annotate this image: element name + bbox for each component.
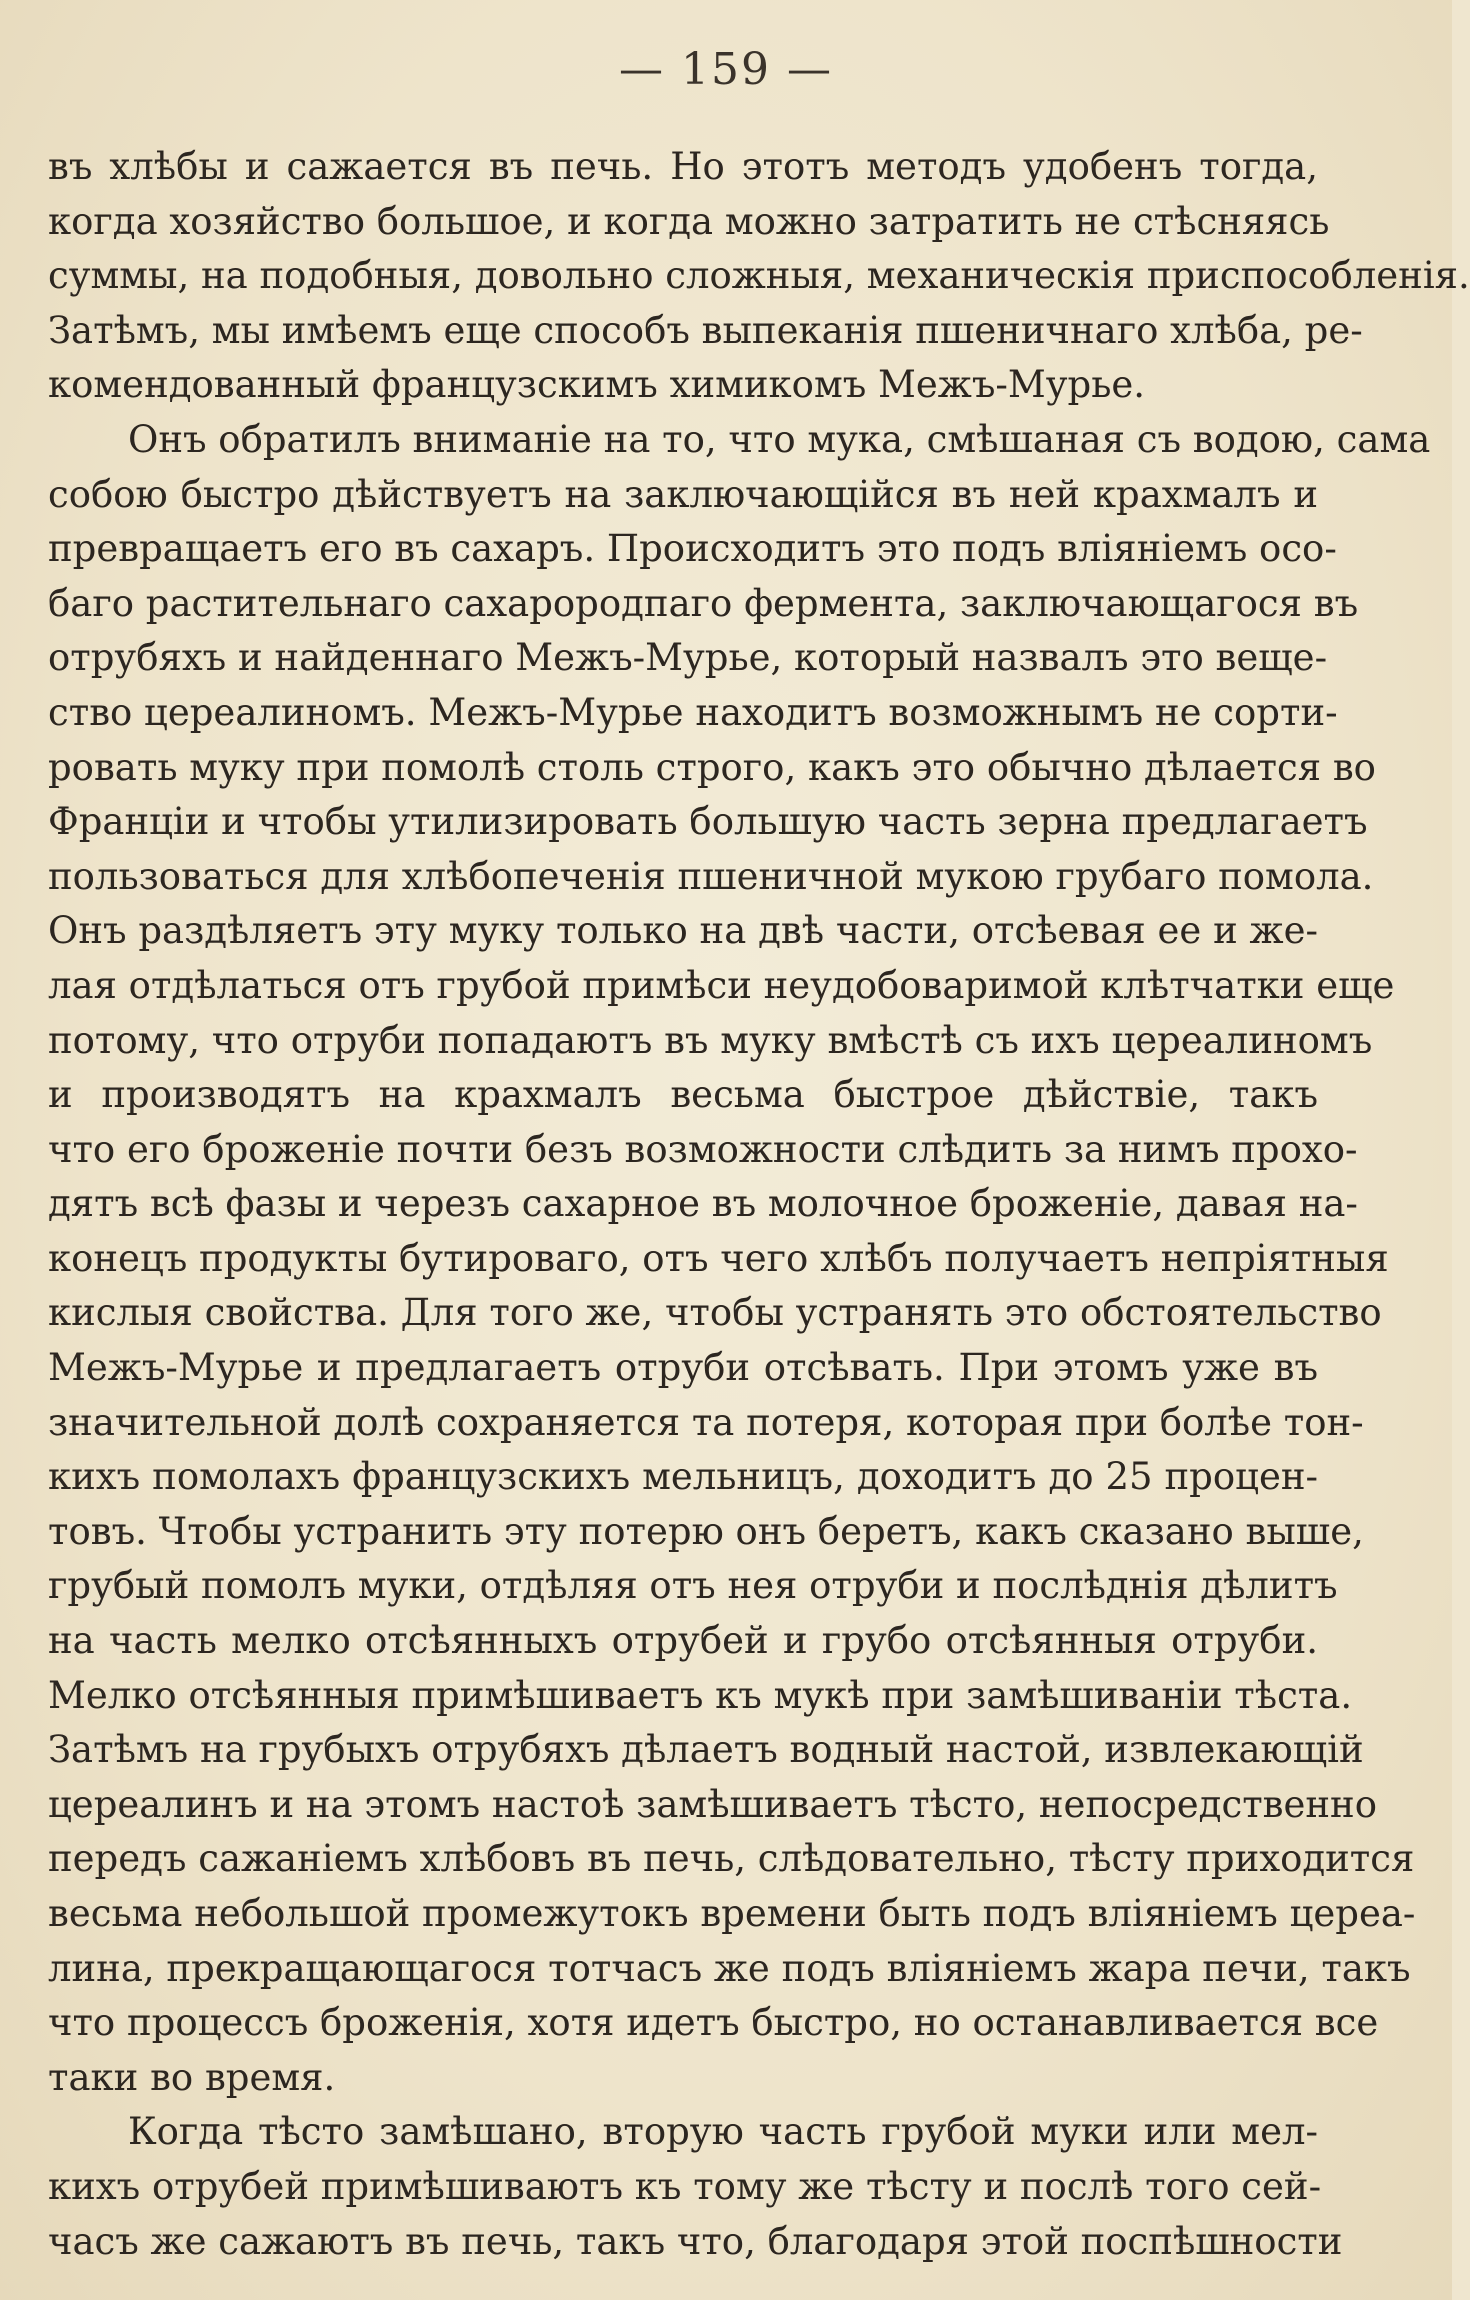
text-line: пользоваться для хлѣбопеченія пшеничной мукою грубаго помола.	[48, 854, 1374, 898]
text-line: что процессъ броженія, хотя идетъ быстро, но останавливается все	[48, 2001, 1379, 2045]
text-line: дятъ всѣ фазы и черезъ сахарное въ молочное броженіе, давая на-	[48, 1182, 1358, 1226]
text-line: весьма небольшой промежутокъ времени быть подъ вліяніемъ цереа-	[48, 1892, 1416, 1935]
text-line: Мелко отсѣянныя примѣшиваетъ къ мукѣ при замѣшиваніи тѣста.	[48, 1673, 1353, 1717]
page-number: — 159 —	[619, 44, 833, 95]
text-line: отрубяхъ и найденнаго Межъ-Мурье, который назвалъ это веще-	[48, 636, 1328, 680]
text-line: комендованный французскимъ химикомъ Межъ-Мурье.	[48, 363, 1146, 407]
text-line: часъ же сажаютъ въ печь, такъ что, благодаря этой поспѣшности	[48, 2219, 1343, 2263]
paragraph-first-line: Онъ обратилъ вниманіе на то, что мука, смѣшаная съ водою, сама	[128, 417, 1431, 461]
text-line: кихъ помолахъ французскихъ мельницъ, доходитъ до 25 процен-	[48, 1455, 1318, 1499]
text-line: и производятъ на крахмалъ весьма быстрое дѣйствіе, такъ	[48, 1073, 1318, 1117]
text-line: суммы, на подобныя, довольно сложныя, механическія приспособленія.	[48, 254, 1470, 298]
text-line: Межъ-Мурье и предлагаетъ отруби отсѣвать. При этомъ уже въ	[48, 1346, 1318, 1390]
text-line: Затѣмъ на грубыхъ отрубяхъ дѣлаетъ водный настой, извлекающій	[48, 1728, 1364, 1772]
text-line: Онъ раздѣляетъ эту муку только на двѣ части, отсѣевая ее и же-	[48, 909, 1318, 953]
text-line: цереалинъ и на этомъ настоѣ замѣшиваетъ тѣсто, непосредственно	[48, 1782, 1377, 1826]
text-line: баго растительнаго сахарородпаго фермента, заключающагося въ	[48, 581, 1359, 625]
text-line: на часть мелко отсѣянныхъ отрубей и грубо отсѣянныя отруби.	[48, 1619, 1318, 1663]
text-line: ство цереалиномъ. Межъ-Мурье находитъ возможнымъ не сорти-	[48, 690, 1338, 734]
text-line: что его броженіе почти безъ возможности слѣдить за нимъ прохо-	[48, 1127, 1358, 1171]
text-line: собою быстро дѣйствуетъ на заключающійся въ ней крахмалъ и	[48, 472, 1318, 516]
text-line: лина, прекращающагося тотчасъ же подъ вліяніемъ жара печи, такъ	[48, 1946, 1411, 1990]
text-line: Затѣмъ, мы имѣемъ еще способъ выпеканія пшеничнаго хлѣба, ре-	[48, 308, 1363, 352]
text-line: Франціи и чтобы утилизировать большую часть зерна предлагаетъ	[48, 800, 1368, 844]
text-line: передъ сажаніемъ хлѣбовъ въ печь, слѣдовательно, тѣсту приходится	[48, 1837, 1415, 1881]
text-line: когда хозяйство большое, и когда можно затратить не стѣсняясь	[48, 199, 1330, 243]
text-line: конецъ продукты бутироваго, отъ чего хлѣбъ получаетъ непріятныя	[48, 1236, 1389, 1280]
text-line: превращаетъ его въ сахаръ. Происходитъ это подъ вліяніемъ осо-	[48, 527, 1337, 571]
text-line: значительной долѣ сохраняется та потеря, которая при болѣе тон-	[48, 1400, 1364, 1444]
text-line: кислыя свойства. Для того же, чтобы устранять это обстоятельство	[48, 1291, 1382, 1335]
text-line: кихъ отрубей примѣшиваютъ къ тому же тѣсту и послѣ того сей-	[48, 2164, 1322, 2208]
text-line: ровать муку при помолѣ столь строго, какъ это обычно дѣлается во	[48, 745, 1376, 789]
text-line: въ хлѣбы и сажается въ печь. Но этотъ методъ удобенъ тогда,	[48, 145, 1318, 188]
body-text	[48, 140, 1470, 2269]
text-line: таки во время.	[48, 2055, 336, 2099]
text-line: грубый помолъ муки, отдѣляя отъ нея отруби и послѣднія дѣлитъ	[48, 1564, 1338, 1608]
text-line: лая отдѣлаться отъ грубой примѣси неудобоваримой клѣтчатки еще	[48, 963, 1395, 1007]
paragraph-first-line: Когда тѣсто замѣшано, вторую часть грубой муки или мел-	[128, 2110, 1318, 2154]
text-line: потому, что отруби попадаютъ въ муку вмѣстѣ съ ихъ цереалиномъ	[48, 1018, 1373, 1062]
text-line: товъ. Чтобы устранить эту потерю онъ беретъ, какъ сказано выше,	[48, 1509, 1364, 1553]
